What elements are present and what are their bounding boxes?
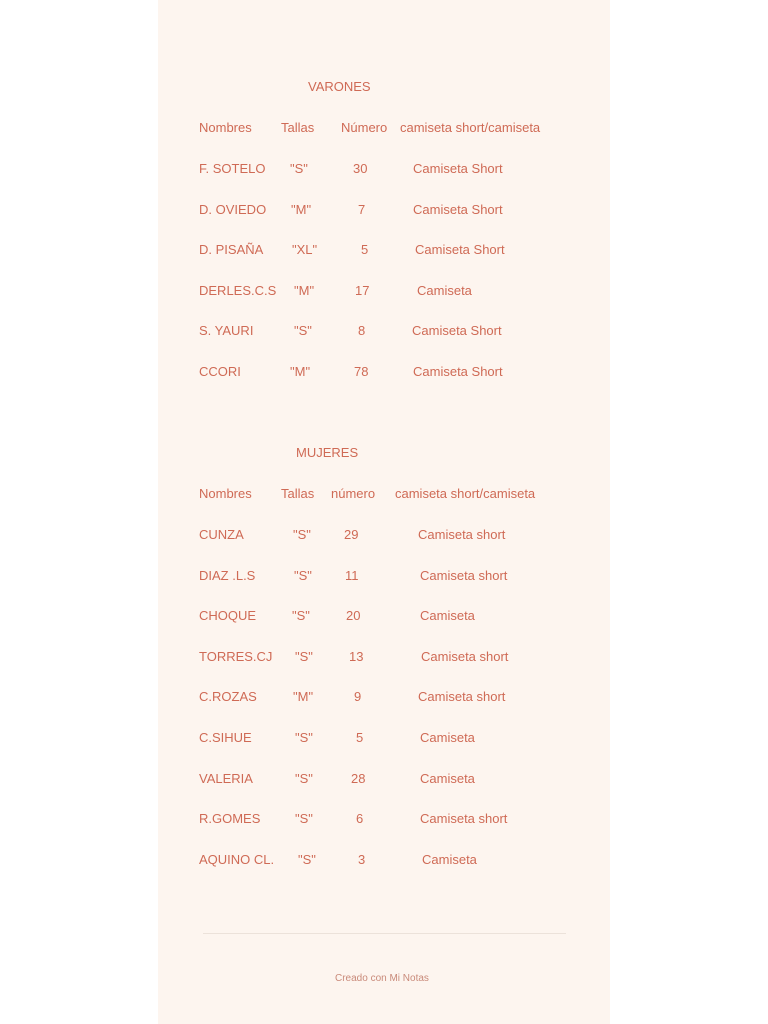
mujeres-row-8-col-1: "S" — [298, 851, 316, 867]
varones-row-1-col-0: D. OVIEDO — [199, 201, 267, 217]
varones-row-3-col-0: DERLES.C.S — [199, 282, 277, 298]
mujeres-row-6-col-2: 28 — [351, 770, 366, 786]
mujeres-row-7-col-1: "S" — [295, 811, 313, 827]
mujeres-row-1-col-1: "S" — [294, 567, 312, 583]
mujeres-row-3-col-0: TORRES.CJ — [199, 648, 273, 664]
note-page — [158, 0, 610, 1024]
mujeres-header-1: Tallas — [281, 486, 315, 501]
mujeres-row-0-col-2: 29 — [344, 527, 359, 542]
mujeres-row-2-col-1: "S" — [292, 608, 310, 624]
varones-row-1-col-2: 7 — [358, 201, 366, 217]
varones-row-0-col-3: Camiseta Short — [413, 161, 503, 176]
mujeres-row-3-col-2: 13 — [349, 648, 364, 664]
varones-row-2-col-3: Camiseta Short — [415, 242, 505, 258]
varones-row-5-col-1: "M" — [290, 364, 311, 379]
mujeres-row-2-col-3: Camiseta — [420, 608, 475, 624]
footer-credit: Creado con Mi Notas — [335, 973, 429, 984]
varones-row-5-col-2: 78 — [354, 364, 369, 379]
varones-row-4-col-0: S. YAURI — [199, 323, 254, 339]
mujeres-row-8-col-2: 3 — [358, 851, 366, 867]
mujeres-row-6-col-0: VALERIA — [199, 770, 253, 786]
varones-row-0-col-2: 30 — [353, 161, 368, 176]
mujeres-row-4-col-3: Camiseta short — [418, 689, 506, 705]
mujeres-row-1-col-3: Camiseta short — [420, 567, 508, 583]
varones-row-0-col-1: "S" — [290, 161, 308, 176]
mujeres-row-7-col-0: R.GOMES — [199, 811, 261, 827]
mujeres-row-7-col-2: 6 — [356, 811, 364, 827]
mujeres-row-8-col-3: Camiseta — [422, 851, 477, 867]
mujeres-header-3: camiseta short/camiseta — [395, 486, 536, 501]
varones-row-1-col-1: "M" — [291, 201, 312, 217]
mujeres-row-8-col-0: AQUINO CL. — [199, 851, 275, 867]
varones-header-3: camiseta short/camiseta — [400, 120, 541, 135]
mujeres-row-6-col-1: "S" — [295, 770, 313, 786]
mujeres-row-5-col-3: Camiseta — [420, 730, 475, 745]
mujeres-row-7-col-3: Camiseta short — [420, 811, 508, 827]
varones-row-4-col-2: 8 — [358, 323, 366, 339]
mujeres-row-5-col-1: "S" — [295, 730, 313, 745]
mujeres-row-6-col-3: Camiseta — [420, 770, 475, 786]
mujeres-row-3-col-1: "S" — [295, 648, 313, 664]
varones-row-4-col-3: Camiseta Short — [412, 323, 502, 339]
footer-divider — [203, 933, 566, 934]
varones-header-2: Número — [341, 120, 388, 135]
mujeres-header-0: Nombres — [199, 486, 252, 501]
mujeres-row-0-col-3: Camiseta short — [418, 527, 506, 542]
varones-row-3-col-1: "M" — [294, 282, 315, 298]
mujeres-row-0-col-0: CUNZA — [199, 527, 244, 542]
mujeres-row-1-col-2: 11 — [345, 567, 359, 583]
varones-row-4-col-1: "S" — [294, 323, 312, 339]
varones-row-3-col-3: Camiseta — [417, 282, 472, 298]
mujeres-row-0-col-1: "S" — [293, 527, 311, 542]
mujeres-row-5-col-2: 5 — [356, 730, 364, 745]
mujeres-row-2-col-2: 20 — [346, 608, 361, 624]
mujeres-row-4-col-2: 9 — [354, 689, 362, 705]
mujeres-row-4-col-1: "M" — [293, 689, 314, 705]
mujeres-row-1-col-0: DIAZ .L.S — [199, 567, 256, 583]
varones-row-1-col-3: Camiseta Short — [413, 201, 503, 217]
varones-row-2-col-2: 5 — [361, 242, 369, 258]
varones-row-5-col-3: Camiseta Short — [413, 364, 503, 379]
mujeres-row-4-col-0: C.ROZAS — [199, 689, 257, 705]
varones-row-5-col-0: CCORI — [199, 364, 241, 379]
mujeres-row-2-col-0: CHOQUE — [199, 608, 257, 624]
mujeres-title: MUJERES — [296, 445, 359, 460]
varones-row-2-col-1: "XL" — [292, 242, 318, 258]
mujeres-row-3-col-3: Camiseta short — [421, 648, 509, 664]
varones-row-0-col-0: F. SOTELO — [199, 161, 266, 176]
varones-row-3-col-2: 17 — [355, 282, 370, 298]
varones-row-2-col-0: D. PISAÑA — [199, 242, 264, 258]
varones-header-0: Nombres — [199, 120, 252, 135]
varones-title: VARONES — [308, 79, 371, 94]
varones-header-1: Tallas — [281, 120, 315, 135]
mujeres-row-5-col-0: C.SIHUE — [199, 730, 252, 745]
mujeres-header-2: número — [331, 486, 376, 501]
